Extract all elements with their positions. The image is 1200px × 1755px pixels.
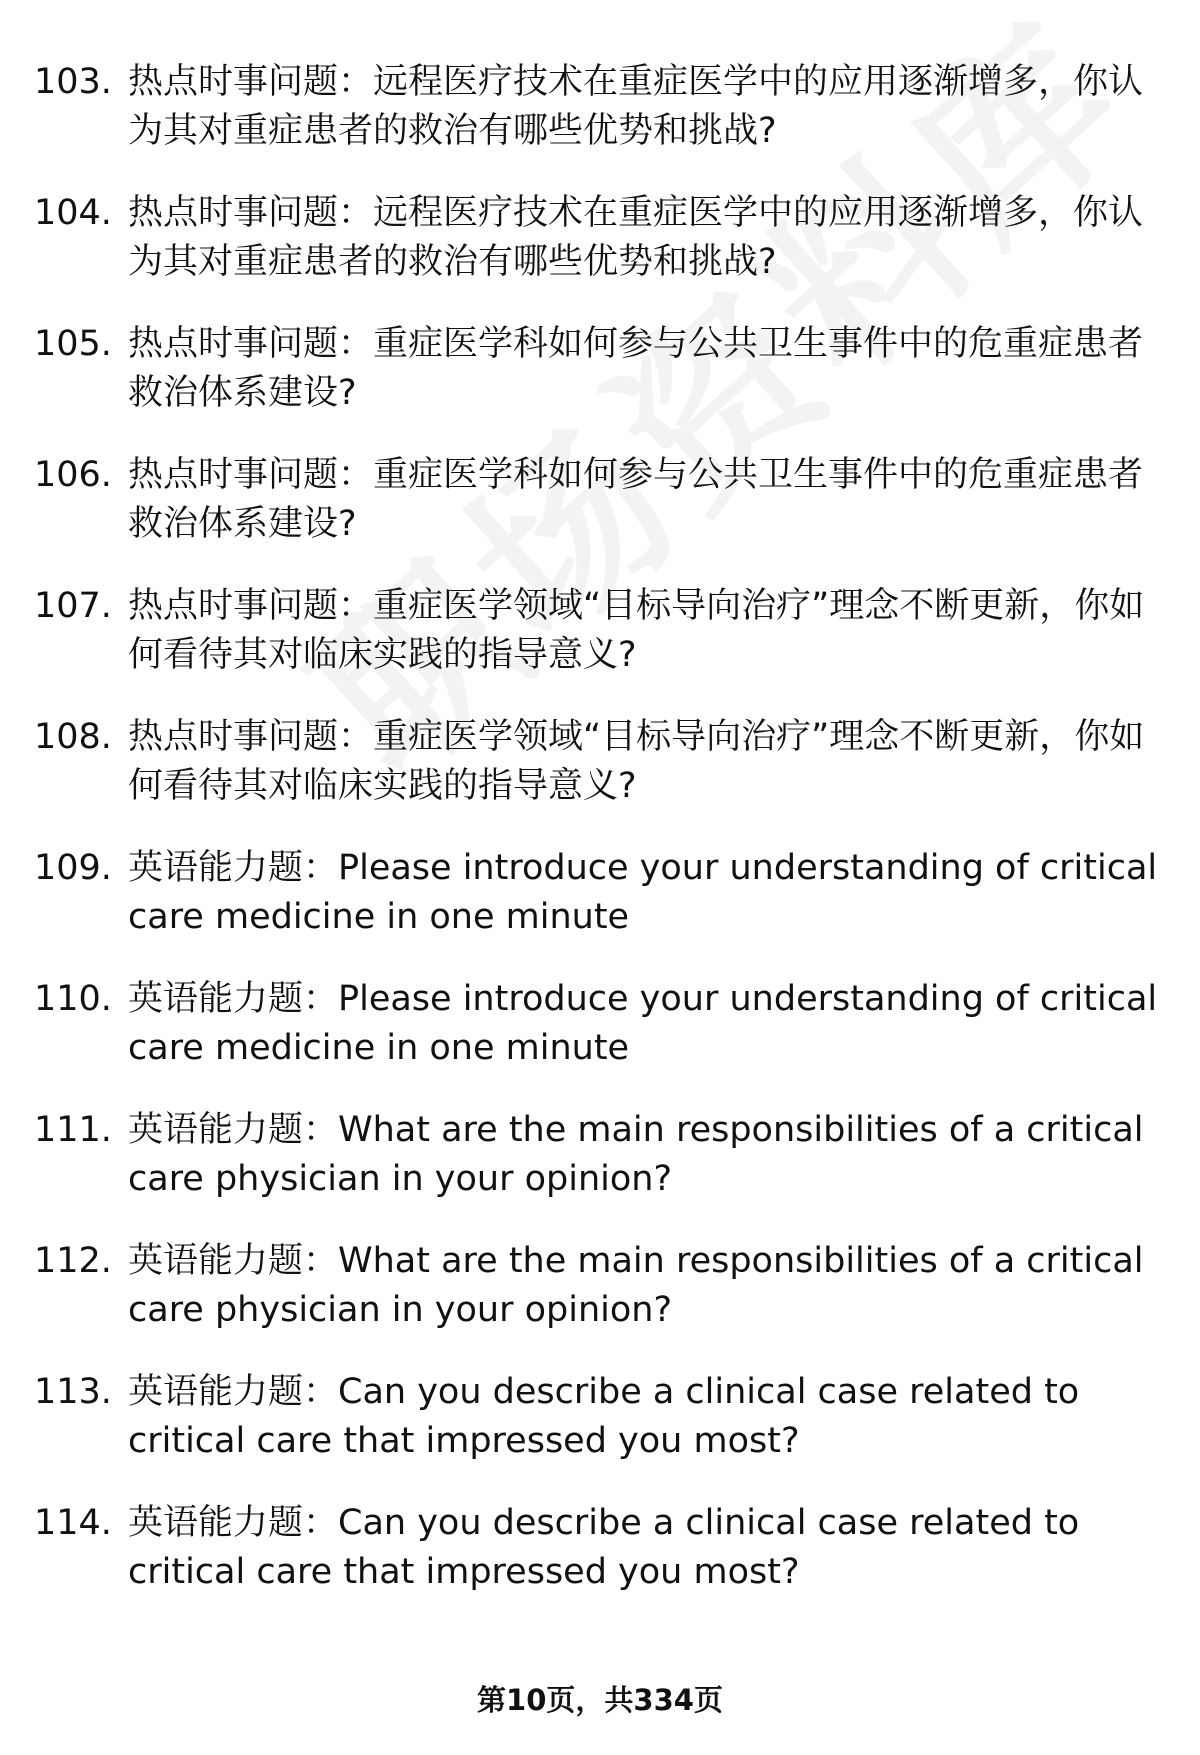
question-number: 109.: [34, 848, 112, 888]
question-number: 112.: [34, 1241, 112, 1281]
question-number: 108.: [34, 717, 112, 757]
question-text: 热点时事问题：重症医学领域“目标导向治疗”理念不断更新，你如何看待其对临床实践的指导意义?: [128, 586, 1145, 675]
list-item: [34, 582, 1164, 713]
question-text: 热点时事问题：重症医学科如何参与公共卫生事件中的危重症患者救治体系建设?: [128, 324, 1144, 413]
list-item: [34, 1368, 1164, 1499]
list-item: [34, 1237, 1164, 1368]
question-number: 107.: [34, 586, 112, 626]
question-text: 英语能力题：Please introduce your understanding of critical care medicine in one minute: [128, 848, 1158, 937]
question-number: 114.: [34, 1503, 112, 1543]
list-item: [34, 189, 1164, 320]
question-text: 热点时事问题：远程医疗技术在重症医学中的应用逐渐增多，你认为其对重症患者的救治有哪些优势和挑战?: [128, 193, 1144, 282]
question-text: 英语能力题：Please introduce your understanding of critical care medicine in one minute: [128, 979, 1158, 1068]
question-text: 英语能力题：Can you describe a clinical case related to critical care that impressed you most?: [128, 1503, 1080, 1592]
list-item: [34, 975, 1164, 1106]
question-text: 英语能力题：What are the main responsibilities of a critical care physician in your opinion?: [128, 1110, 1144, 1199]
list-item: [34, 1106, 1164, 1237]
question-text: 热点时事问题：重症医学科如何参与公共卫生事件中的危重症患者救治体系建设?: [128, 455, 1144, 544]
question-list: [34, 58, 1164, 1630]
list-item: [34, 713, 1164, 844]
question-number: 111.: [34, 1110, 112, 1150]
question-text: 英语能力题：What are the main responsibilities of a critical care physician in your opinion?: [128, 1241, 1144, 1330]
list-item: [34, 1499, 1164, 1630]
list-item: [34, 320, 1164, 451]
list-item: [34, 844, 1164, 975]
question-text: 英语能力题：Can you describe a clinical case related to critical care that impressed you most?: [128, 1372, 1080, 1461]
question-number: 104.: [34, 193, 112, 233]
question-number: 106.: [34, 455, 112, 495]
question-number: 105.: [34, 324, 112, 364]
page-footer: 第10页，共334页: [477, 1683, 723, 1717]
question-number: 103.: [34, 62, 112, 102]
list-item: [34, 451, 1164, 582]
question-number: 113.: [34, 1372, 112, 1412]
question-text: 热点时事问题：重症医学领域“目标导向治疗”理念不断更新，你如何看待其对临床实践的指导意义?: [128, 717, 1145, 806]
list-item: [34, 58, 1164, 189]
question-number: 110.: [34, 979, 112, 1019]
question-text: 热点时事问题：远程医疗技术在重症医学中的应用逐渐增多，你认为其对重症患者的救治有哪些优势和挑战?: [128, 62, 1144, 151]
